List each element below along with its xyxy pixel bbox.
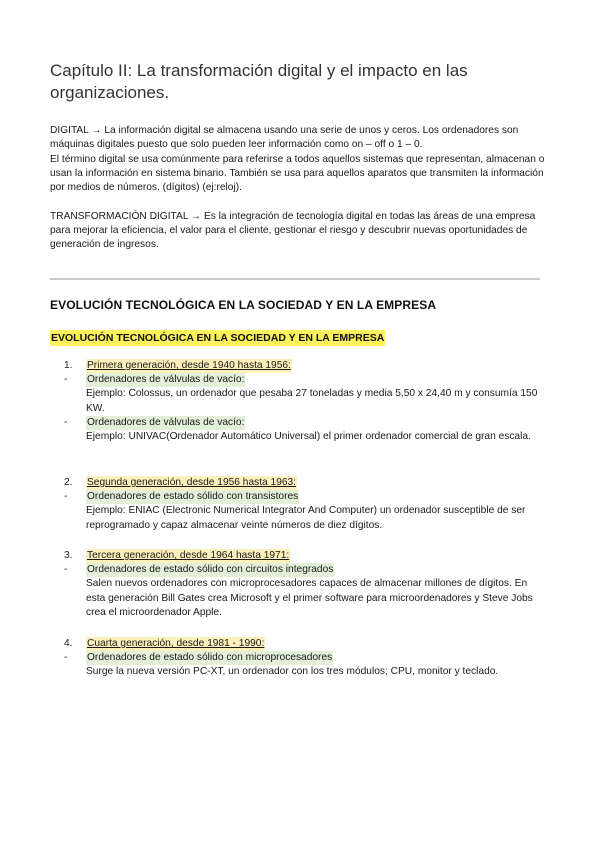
digital-transformation-definition: TRANSFORMACIÓN DIGITAL → Es la integración de tecnología digital en todas las áreas de una empresa para mejorar la eficiencia, el valor para el cliente, gestionar el riesgo y descubrir nuevas oportunidades de generación de ingresos.	[50, 211, 536, 251]
bullet-dash: -	[64, 564, 68, 576]
generation-title-text: Tercera generación, desde 1964 hasta 1971:	[86, 549, 290, 563]
generation-number: 4.	[64, 638, 73, 649]
generation-number: 1.	[64, 360, 73, 371]
chapter-title: Capítulo II: La transformación digital y el impacto en las organizaciones.	[50, 61, 468, 102]
item-description: Ejemplo: Colossus, un ordenador que pesaba 27 toneladas y media 5,50 x 24,40 m y consumía 150 KW.	[86, 388, 538, 414]
item-label: Ordenadores de válvulas de vacío:	[86, 416, 245, 430]
bullet-dash: -	[64, 491, 68, 503]
item-label: Ordenadores de estado sólido con transistores	[86, 490, 299, 504]
generation-title-text: Segunda generación, desde 1956 hasta 1963:	[86, 476, 297, 490]
list-item	[64, 373, 544, 387]
item-description: Ejemplo: UNIVAC(Ordenador Automático Universal) el primer ordenador comercial de gran escala.	[86, 431, 531, 443]
item-label: Ordenadores de estado sólido con microprocesadores	[86, 651, 333, 665]
bullet-dash: -	[64, 374, 68, 386]
generation-title-2	[64, 476, 544, 490]
section-divider	[50, 278, 540, 280]
list-item	[64, 651, 544, 665]
generation-number: 2.	[64, 477, 73, 488]
generation-number: 3.	[64, 550, 73, 561]
generation-title-4	[64, 637, 544, 651]
generation-block-3	[64, 549, 544, 620]
item-label: Ordenadores de estado sólido con circuitos integrados	[86, 563, 334, 577]
item-description: Salen nuevos ordenadores con microprocesadores capaces de almacenar millones de dígitos. En esta generación Bill Gates crea Microsoft y el primer software para microordenadores y Steve Jobs crea el microordenador Apple.	[86, 578, 533, 618]
list-item	[64, 563, 544, 577]
generation-title-text: Cuarta generación, desde 1981 - 1990:	[86, 637, 265, 651]
item-description: Ejemplo: ENIAC (Electronic Numerical Integrator And Computer) un ordenador susceptible de ser reprogramado y capaz almacenar veinte números de diez dígitos.	[86, 505, 526, 531]
generation-block-4	[64, 637, 544, 680]
item-description: Surge la nueva versión PC-XT, un ordenador con los tres módulos; CPU, monitor y teclado.	[86, 666, 499, 678]
highlighted-section-heading: EVOLUCIÓN TECNOLÓGICA EN LA SOCIEDAD Y EN LA EMPRESA	[51, 332, 385, 344]
generation-title-text: Primera generación, desde 1940 hasta 1956:	[86, 359, 292, 373]
bullet-dash: -	[64, 652, 68, 664]
digital-explanation: El término digital se usa comúnmente para referirse a todos aquellos sistemas que representan, almacenan o usan la información en sistema binario. También se usa para aquellos aparatos que transmiten la información por medios de números. (dígitos) (ej:reloj).	[50, 154, 545, 194]
bullet-dash: -	[64, 416, 68, 428]
generation-block-1	[64, 359, 544, 444]
section-heading: EVOLUCIÓN TECNOLÓGICA EN LA SOCIEDAD Y EN LA EMPRESA	[50, 298, 437, 312]
generation-title-1	[64, 359, 544, 373]
generation-block-2	[64, 476, 544, 533]
list-item	[64, 490, 544, 504]
item-label: Ordenadores de válvulas de vacío:	[86, 373, 245, 387]
digital-definition: DIGITAL → La información digital se almacena usando una serie de unos y ceros. Los ordenadores son máquinas digitales puesto que solo pueden leer información como on – off o 1 – 0.	[50, 125, 519, 151]
generation-title-3	[64, 549, 544, 563]
list-item	[64, 416, 544, 430]
